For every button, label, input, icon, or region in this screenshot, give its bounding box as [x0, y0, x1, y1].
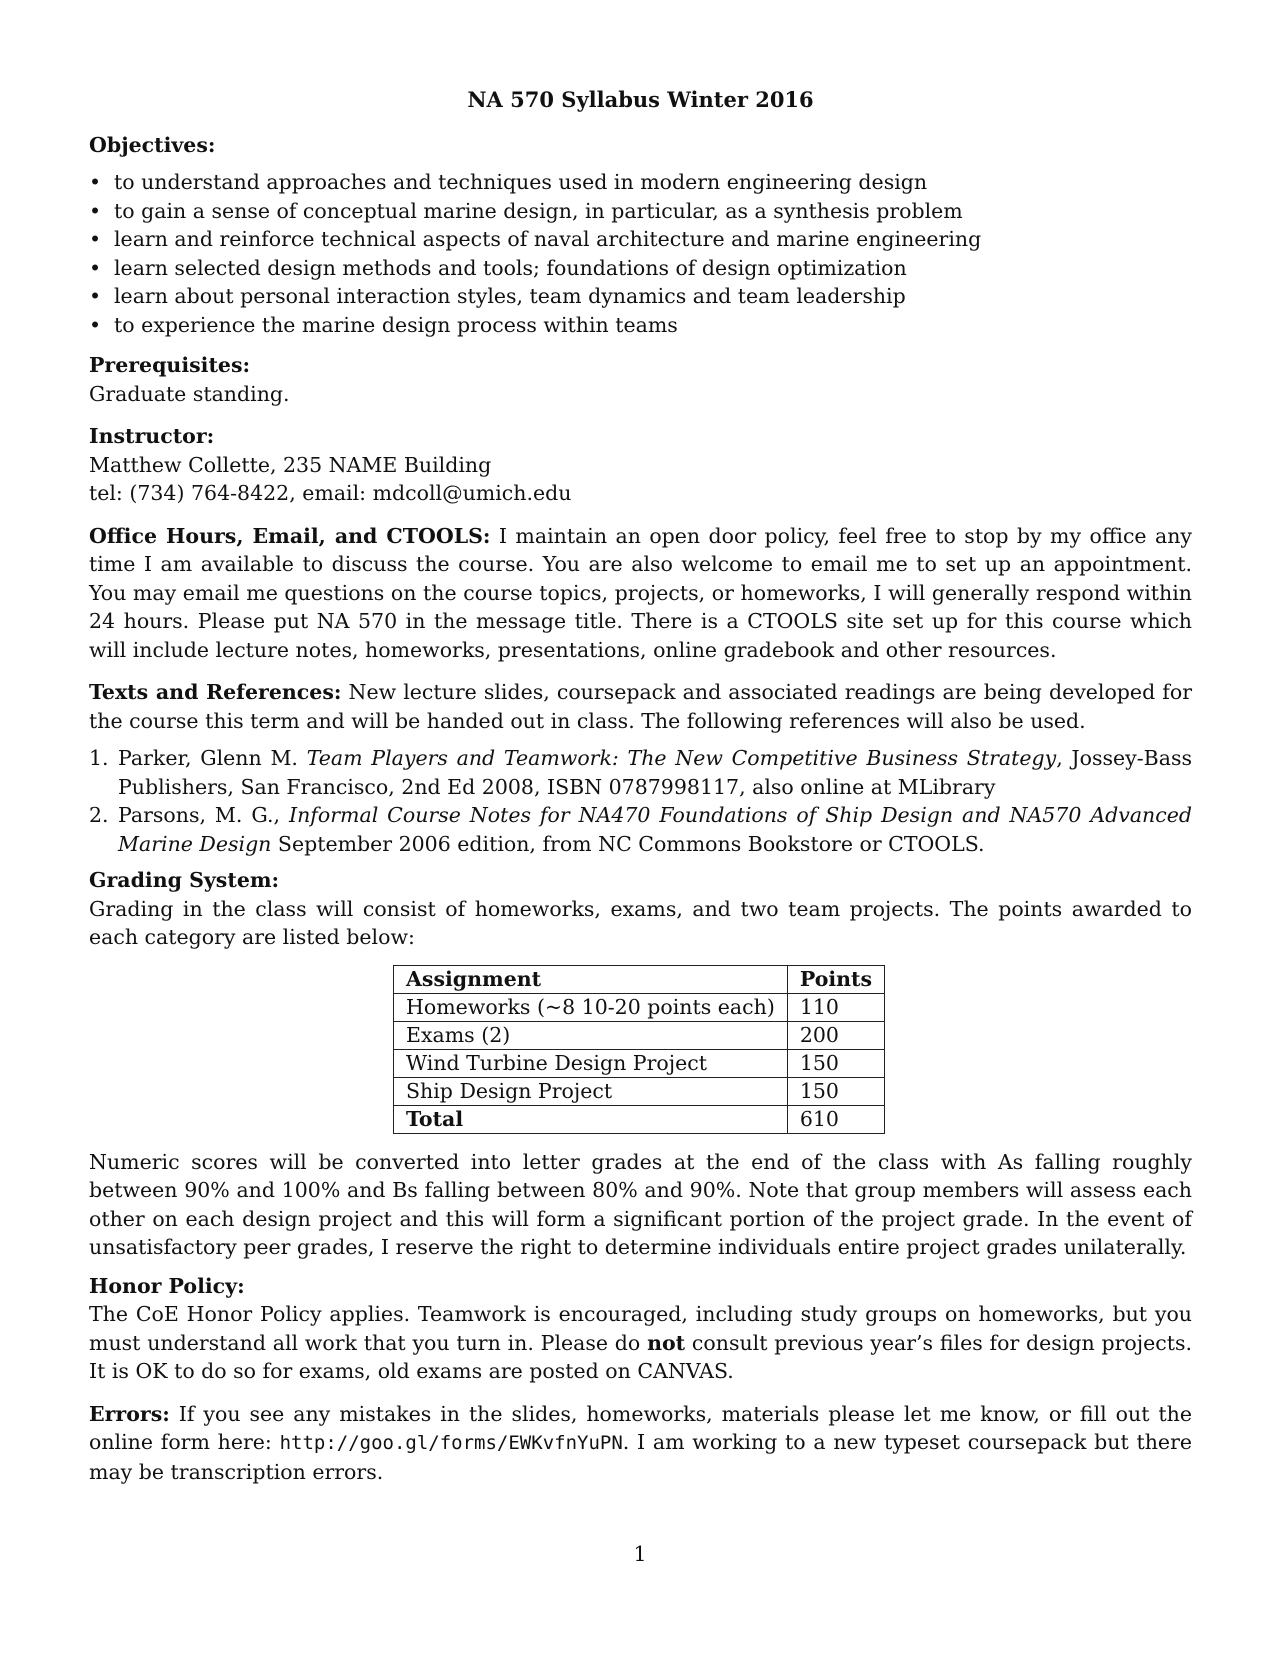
grading-conversion-text: Numeric scores will be converted into letter grades at the end of the class with As falling roughly between 90% and 100% and Bs falling between 80% and 90%. Note that group members will assess each other on each design project and this will form a significant portion of the project grade. In the event of unsatisfactory peer grades, I reserve the right to determine individuals entire project grades unilaterally. [89, 1149, 1192, 1259]
grading-section [89, 866, 1192, 1262]
table-total-label: Total [394, 1105, 788, 1133]
grading-table [393, 965, 885, 1134]
office-hours-text: I maintain an open door policy, feel free to stop by my office any time I am available to discuss the course. You are also welcome to email me to set up an appointment. You may email me questions on the course topics, projects, or homeworks, I will generally respond within 24 hours. Please put NA 570 in the message title. There is a CTOOLS site set up for this course which will include lecture notes, homeworks, presentations, online gradebook and other resources. [89, 523, 1192, 662]
honor-text-part: consult previous year’s files for design projects. It is OK to do so for exams, old exams are posted on CANVAS. [89, 1330, 1192, 1383]
table-row [394, 1049, 885, 1077]
table-cell: Wind Turbine Design Project [394, 1049, 788, 1077]
table-header-assignment: Assignment [394, 965, 788, 993]
texts-section [89, 678, 1192, 858]
grading-heading: Grading System: [89, 868, 280, 892]
honor-text [89, 1300, 1192, 1386]
objective-item: • learn about personal interaction styles, team dynamics and team leadership [89, 282, 1192, 311]
reference-number: 1. [89, 746, 109, 770]
reference-number: 2. [89, 803, 109, 827]
reference-details: , Jossey-Bass Publishers, San Francisco, 2nd Ed 2008, ISBN 0787998117, also online at MLibrary [118, 746, 1193, 799]
instructor-section [89, 422, 1192, 508]
reference-title: Informal Course Notes for NA470 Foundations of Ship Design and NA570 Advanced Marine Design [118, 803, 1192, 856]
instructor-contact: tel: (734) 764-8422, email: mdcoll@umich.edu [89, 481, 572, 505]
table-cell: Homeworks (~8 10-20 points each) [394, 993, 788, 1021]
texts-heading: Texts and References: [89, 680, 342, 704]
honor-emphasis: not [647, 1330, 686, 1355]
reference-item [89, 744, 1192, 801]
errors-text: If you see any mistakes in the slides, homeworks, materials please let me know, or fill out the online form here: [89, 1401, 1192, 1454]
table-row [394, 993, 885, 1021]
table-cell: 200 [787, 1021, 884, 1049]
prerequisites-heading: Prerequisites: [89, 353, 251, 377]
table-cell: Ship Design Project [394, 1077, 788, 1105]
table-cell: 150 [787, 1077, 884, 1105]
office-hours-heading: Office Hours, Email, and CTOOLS: [89, 523, 491, 548]
table-total-row [394, 1105, 885, 1133]
reference-author: Parsons, M. G., [118, 803, 289, 827]
grading-intro: Grading in the class will consist of homeworks, exams, and two team projects. The points awarded to each category are listed below: [89, 896, 1192, 949]
instructor-name-office: Matthew Collette, 235 NAME Building [89, 452, 492, 477]
honor-heading: Honor Policy: [89, 1273, 245, 1298]
office-hours-section [89, 522, 1192, 665]
texts-paragraph [89, 678, 1192, 735]
reference-details: September 2006 edition, from NC Commons Bookstore or CTOOLS. [271, 831, 985, 856]
instructor-heading: Instructor: [89, 424, 215, 448]
honor-text-part: The CoE Honor Policy applies. Teamwork is encouraged, including study groups on homeworks, but you must understand all work that you turn in. Please do [89, 1302, 1192, 1355]
prerequisites-section [89, 351, 1192, 408]
objective-item: • learn selected design methods and tools; foundations of design optimization [89, 254, 1192, 283]
objective-item: • to experience the marine design process within teams [89, 311, 1192, 340]
table-row [394, 1021, 885, 1049]
objectives-section [89, 131, 1192, 340]
table-cell: 110 [787, 993, 884, 1021]
table-total-value: 610 [787, 1105, 884, 1133]
table-cell: 150 [787, 1049, 884, 1077]
reference-author: Parker, Glenn M. [118, 746, 307, 770]
prerequisites-text: Graduate standing. [89, 381, 290, 406]
page-number: 1 [633, 1542, 647, 1566]
objectives-list [89, 168, 1192, 339]
objective-item: • to understand approaches and techniques used in modern engineering design [89, 168, 1192, 197]
honor-section [89, 1272, 1192, 1386]
table-header-row [394, 965, 885, 993]
objective-item: • learn and reinforce technical aspects of naval architecture and marine engineering [89, 225, 1192, 254]
objectives-heading: Objectives: [89, 132, 216, 157]
table-cell: Exams (2) [394, 1021, 788, 1049]
table-row [394, 1077, 885, 1105]
texts-text: New lecture slides, coursepack and associated readings are being developed for the course this term and will be handed out in class. The following references will also be used. [89, 680, 1192, 733]
errors-form-link[interactable]: http://goo.gl/forms/EWKvfnYuPN [279, 1432, 623, 1454]
objective-item: • to gain a sense of conceptual marine design, in particular, as a synthesis problem [89, 197, 1192, 226]
errors-text: . I am working to a new typeset coursepack but there may be transcription errors. [89, 1430, 1192, 1484]
syllabus-page [89, 86, 1192, 1486]
reference-title: Team Players and Teamwork: The New Competitive Business Strategy [306, 746, 1057, 770]
references-list [89, 744, 1192, 858]
errors-heading: Errors: [89, 1401, 170, 1426]
page-title: NA 570 Syllabus Winter 2016 [467, 87, 814, 112]
reference-item [89, 801, 1192, 858]
errors-section [89, 1400, 1192, 1487]
table-header-points: Points [787, 965, 884, 993]
